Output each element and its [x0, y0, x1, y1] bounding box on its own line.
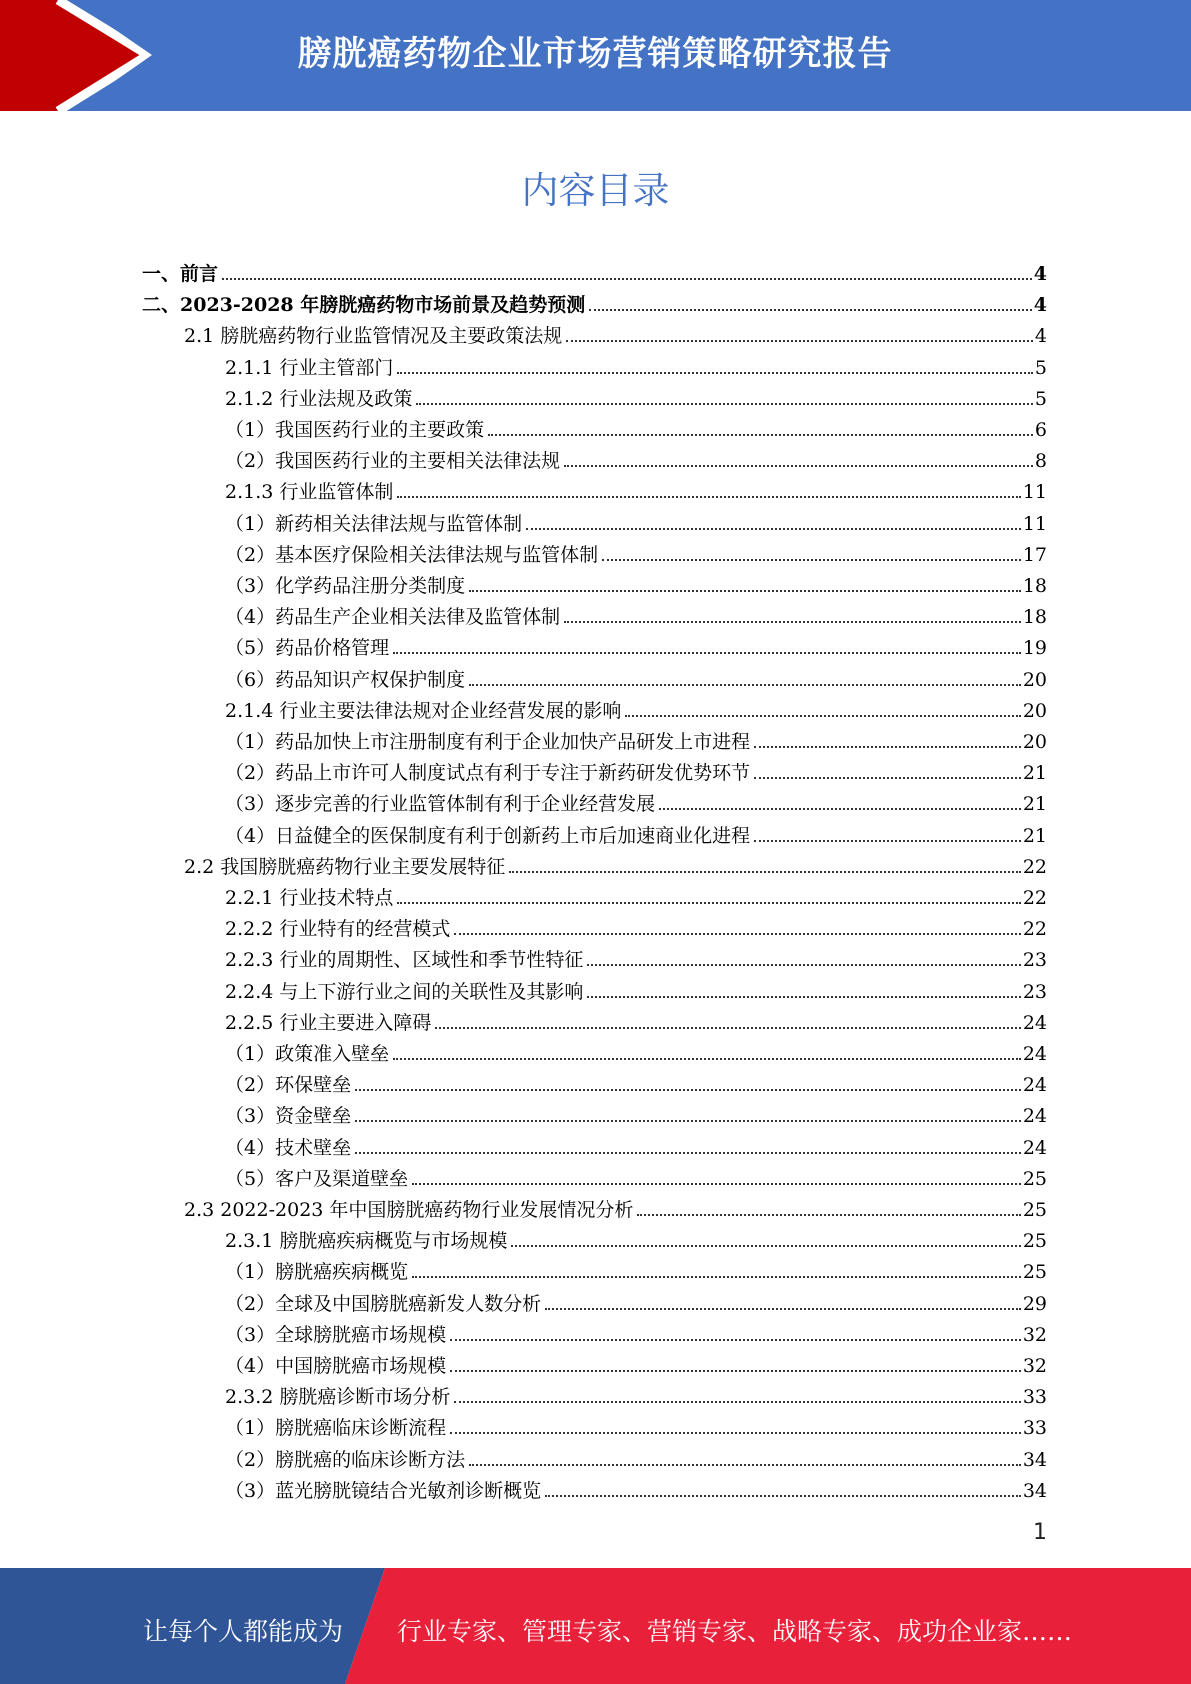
toc-entry-page: 22 — [1022, 855, 1047, 878]
toc-dot-leader — [564, 465, 1033, 467]
toc-entry[interactable] — [184, 847, 1047, 878]
toc-entry-label: （1）膀胱癌疾病概览 — [225, 1261, 409, 1284]
toc-entry-label: 一、前言 — [142, 263, 219, 285]
toc-entry[interactable] — [225, 1096, 1047, 1127]
toc-entry-page: 5 — [1034, 356, 1047, 379]
toc-entry[interactable] — [225, 784, 1047, 815]
toc-entry-label: 2.2.4 与上下游行业之间的关联性及其影响 — [225, 980, 584, 1003]
toc-entry-label: （2）我国医药行业的主要相关法律法规 — [225, 450, 561, 473]
toc-entry[interactable] — [225, 472, 1047, 503]
toc-entry[interactable] — [225, 1003, 1047, 1034]
toc-entry-label: （2）药品上市许可人制度试点有利于专注于新药研发优势环节 — [225, 762, 751, 785]
toc-entry-label: （1）药品加快上市注册制度有利于企业加快产品研发上市进程 — [225, 731, 751, 753]
toc-entry-label: 2.2 我国膀胱癌药物行业主要发展特征 — [184, 855, 506, 878]
toc-entry-label: （5）药品价格管理 — [225, 637, 390, 660]
toc-entry-page: 17 — [1022, 543, 1047, 566]
toc-entry-page: 22 — [1022, 918, 1047, 941]
toc-dot-leader — [587, 996, 1020, 998]
toc-dot-leader — [469, 1464, 1021, 1466]
toc-entry-page: 25 — [1022, 1230, 1047, 1253]
toc-entry-page: 34 — [1022, 1448, 1047, 1471]
toc-entry[interactable] — [225, 1471, 1047, 1502]
toc-entry-label: （4）中国膀胱癌市场规模 — [225, 1355, 447, 1377]
toc-entry-page: 24 — [1022, 1105, 1047, 1128]
page-number: 1 — [1033, 1520, 1047, 1545]
toc-entry-label: 二、2023-2028 年膀胱癌药物市场前景及趋势预测 — [142, 294, 586, 317]
toc-entry[interactable] — [225, 1065, 1047, 1096]
toc-entry-page: 4 — [1033, 263, 1047, 285]
toc-dot-leader — [587, 964, 1020, 966]
toc-dot-leader — [754, 777, 1021, 779]
toc-dot-leader — [393, 652, 1021, 654]
toc-dot-leader — [397, 372, 1033, 374]
toc-entry[interactable] — [225, 1034, 1047, 1065]
toc-entry-page: 33 — [1022, 1386, 1047, 1409]
toc-entry-page: 25 — [1022, 1167, 1047, 1190]
footer-slogan-left: 让每个人都能成为 — [143, 1617, 344, 1646]
toc-entry-page: 24 — [1022, 1011, 1047, 1034]
toc-entry-label: 2.1.1 行业主管部门 — [225, 356, 394, 379]
toc-entry[interactable] — [225, 972, 1047, 1003]
toc-entry[interactable] — [225, 660, 1047, 691]
toc-entry-label: （2）全球及中国膀胱癌新发人数分析 — [225, 1292, 542, 1315]
toc-entry-label: （5）客户及渠道壁垒 — [225, 1167, 409, 1190]
toc-dot-leader — [412, 1276, 1021, 1278]
toc-entry-label: 2.1.3 行业监管体制 — [225, 481, 394, 504]
toc-entry-label: （3）蓝光膀胱镜结合光敏剂诊断概览 — [225, 1479, 542, 1502]
toc-entry[interactable] — [225, 878, 1047, 909]
toc-entry-label: （1）新药相关法律法规与监管体制 — [225, 512, 523, 535]
toc-dot-leader — [545, 1495, 1021, 1497]
toc-dot-leader — [566, 340, 1033, 342]
toc-entry-page: 18 — [1022, 575, 1047, 597]
toc-entry-page: 24 — [1022, 1043, 1047, 1065]
toc-dot-leader — [754, 746, 1021, 748]
toc-entry[interactable] — [225, 1440, 1047, 1471]
toc-entry[interactable] — [225, 1346, 1047, 1377]
toc-entry[interactable] — [225, 535, 1047, 566]
toc-entry[interactable] — [225, 1315, 1047, 1346]
toc-entry[interactable] — [225, 348, 1047, 379]
toc-entry-label: 2.3 2022-2023 年中国膀胱癌药物行业发展情况分析 — [184, 1199, 634, 1221]
toc-dot-leader — [511, 1245, 1020, 1247]
toc-dot-leader — [450, 1370, 1021, 1372]
toc-entry-page: 8 — [1034, 450, 1047, 473]
toc-entry-page: 6 — [1034, 419, 1047, 441]
toc-entry[interactable] — [225, 691, 1047, 722]
toc-entry-label: 2.3.2 膀胱癌诊断市场分析 — [225, 1386, 451, 1409]
toc-entry-label: 2.1.4 行业主要法律法规对企业经营发展的影响 — [225, 699, 622, 722]
toc-heading: 内容目录 — [521, 169, 670, 212]
toc-dot-leader — [454, 1401, 1020, 1403]
toc-dot-leader — [450, 1432, 1021, 1434]
toc-entry-page: 20 — [1022, 731, 1047, 753]
toc-entry[interactable] — [225, 1221, 1047, 1252]
toc-dot-leader — [397, 496, 1020, 498]
toc-entry-label: （3）逐步完善的行业监管体制有利于企业经营发展 — [225, 793, 656, 816]
toc-entry-page: 25 — [1022, 1261, 1047, 1284]
toc-entry-page: 32 — [1022, 1355, 1047, 1377]
toc-entry-label: （2）膀胱癌的临床诊断方法 — [225, 1448, 466, 1471]
toc-dot-leader — [564, 621, 1021, 623]
toc-dot-leader — [469, 590, 1021, 592]
toc-entry-page: 11 — [1022, 481, 1047, 504]
toc-dot-leader — [545, 1308, 1021, 1310]
toc-entry-page: 22 — [1022, 887, 1047, 909]
toc-entry[interactable] — [225, 597, 1047, 628]
toc-entry-label: 2.3.1 膀胱癌疾病概览与市场规模 — [225, 1230, 508, 1253]
toc-entry[interactable] — [225, 628, 1047, 659]
toc-entry-page: 20 — [1022, 699, 1047, 722]
toc-entry[interactable] — [225, 1284, 1047, 1315]
toc-entry-label: 2.2.1 行业技术特点 — [225, 887, 394, 909]
toc-dot-leader — [509, 871, 1021, 873]
toc-entry-label: （3）全球膀胱癌市场规模 — [225, 1323, 447, 1346]
toc-entry[interactable] — [225, 379, 1047, 410]
toc-entry-page: 5 — [1034, 387, 1047, 410]
toc-dot-leader — [488, 434, 1033, 436]
toc-entry[interactable] — [225, 566, 1047, 597]
toc-entry-label: （3）资金壁垒 — [225, 1105, 352, 1128]
toc-entry-page: 24 — [1022, 1136, 1047, 1159]
toc-entry-page: 4 — [1033, 294, 1047, 317]
toc-entry-label: （2）环保壁垒 — [225, 1074, 352, 1097]
toc-entry-label: 2.1.2 行业法规及政策 — [225, 387, 413, 410]
toc-entry-label: （3）化学药品注册分类制度 — [225, 575, 466, 597]
toc-entry-page: 32 — [1022, 1323, 1047, 1346]
toc-entry-label: 2.2.2 行业特有的经营模式 — [225, 918, 451, 941]
toc-entry-label: 2.1 膀胱癌药物行业监管情况及主要政策法规 — [184, 325, 563, 348]
toc-entry-page: 24 — [1022, 1074, 1047, 1097]
toc-dot-leader — [355, 1120, 1021, 1122]
toc-entry[interactable] — [184, 1190, 1047, 1221]
toc-entry-label: 2.2.3 行业的周期性、区域性和季节性特征 — [225, 949, 584, 972]
toc-entry-page: 4 — [1034, 325, 1047, 348]
toc-dot-leader — [454, 933, 1020, 935]
toc-entry[interactable] — [225, 1377, 1047, 1408]
toc-entry[interactable] — [225, 753, 1047, 784]
toc-dot-leader — [355, 1089, 1021, 1091]
toc-dot-leader — [435, 1027, 1020, 1029]
toc-entry-label: （4）技术壁垒 — [225, 1136, 352, 1159]
toc-entry[interactable] — [225, 441, 1047, 472]
toc-entry-page: 21 — [1022, 762, 1047, 785]
toc-entry-page: 21 — [1022, 824, 1047, 847]
toc-entry[interactable] — [225, 410, 1047, 441]
toc-entry-label: （4）药品生产企业相关法律及监管体制 — [225, 606, 561, 629]
toc-entry[interactable] — [225, 940, 1047, 971]
toc-entry-label: （2）基本医疗保险相关法律法规与监管体制 — [225, 543, 599, 566]
toc-dot-leader — [754, 840, 1021, 842]
toc-entry[interactable] — [225, 504, 1047, 535]
report-title: 膀胱癌药物企业市场营销策略研究报告 — [297, 34, 893, 74]
toc-dot-leader — [602, 559, 1021, 561]
toc-dot-leader — [659, 808, 1021, 810]
toc-dot-leader — [222, 278, 1032, 280]
toc-entry-page: 21 — [1022, 793, 1047, 816]
toc-entry-page: 11 — [1022, 512, 1047, 535]
page-footer — [0, 1568, 1191, 1684]
footer-slogan-right: 行业专家、管理专家、营销专家、战略专家、成功企业家…… — [397, 1617, 1073, 1646]
toc-entry-page: 18 — [1022, 606, 1047, 629]
toc-entry-label: （6）药品知识产权保护制度 — [225, 668, 466, 691]
toc-entry-page: 23 — [1022, 980, 1047, 1003]
toc-dot-leader — [589, 309, 1032, 311]
toc-dot-leader — [412, 1183, 1021, 1185]
toc-dot-leader — [526, 528, 1021, 530]
toc-entry-label: （1）政策准入壁垒 — [225, 1043, 390, 1065]
toc-dot-leader — [637, 1214, 1020, 1216]
toc-entry-page: 19 — [1022, 637, 1047, 660]
toc-entry-page: 20 — [1022, 668, 1047, 691]
toc-dot-leader — [393, 1058, 1021, 1060]
toc-entry-label: 2.2.5 行业主要进入障碍 — [225, 1011, 432, 1034]
toc-entry-label: （4）日益健全的医保制度有利于创新药上市后加速商业化进程 — [225, 824, 751, 847]
toc-dot-leader — [450, 1339, 1021, 1341]
toc-dot-leader — [397, 902, 1020, 904]
toc-entry[interactable] — [225, 1408, 1047, 1439]
toc-entry-page: 33 — [1022, 1417, 1047, 1440]
toc-dot-leader — [355, 1152, 1021, 1154]
toc-entry[interactable] — [225, 1128, 1047, 1159]
toc-entry[interactable] — [225, 909, 1047, 940]
toc-entry-page: 23 — [1022, 949, 1047, 972]
toc-entry[interactable] — [184, 316, 1047, 347]
toc-entry-page: 34 — [1022, 1479, 1047, 1502]
toc-dot-leader — [416, 403, 1033, 405]
toc-entry-page: 29 — [1022, 1292, 1047, 1315]
toc-entry-page: 25 — [1022, 1199, 1047, 1221]
toc-entry-label: （1）膀胱癌临床诊断流程 — [225, 1417, 447, 1440]
toc-dot-leader — [625, 715, 1020, 717]
toc-entry[interactable] — [225, 816, 1047, 847]
toc-entry[interactable] — [225, 722, 1047, 753]
toc-entry[interactable] — [142, 254, 1047, 285]
toc-entry[interactable] — [142, 285, 1047, 316]
toc-entry[interactable] — [225, 1252, 1047, 1283]
page-header — [0, 0, 1191, 111]
toc-dot-leader — [469, 684, 1021, 686]
toc-entry[interactable] — [225, 1159, 1047, 1190]
toc-entry-label: （1）我国医药行业的主要政策 — [225, 419, 485, 441]
